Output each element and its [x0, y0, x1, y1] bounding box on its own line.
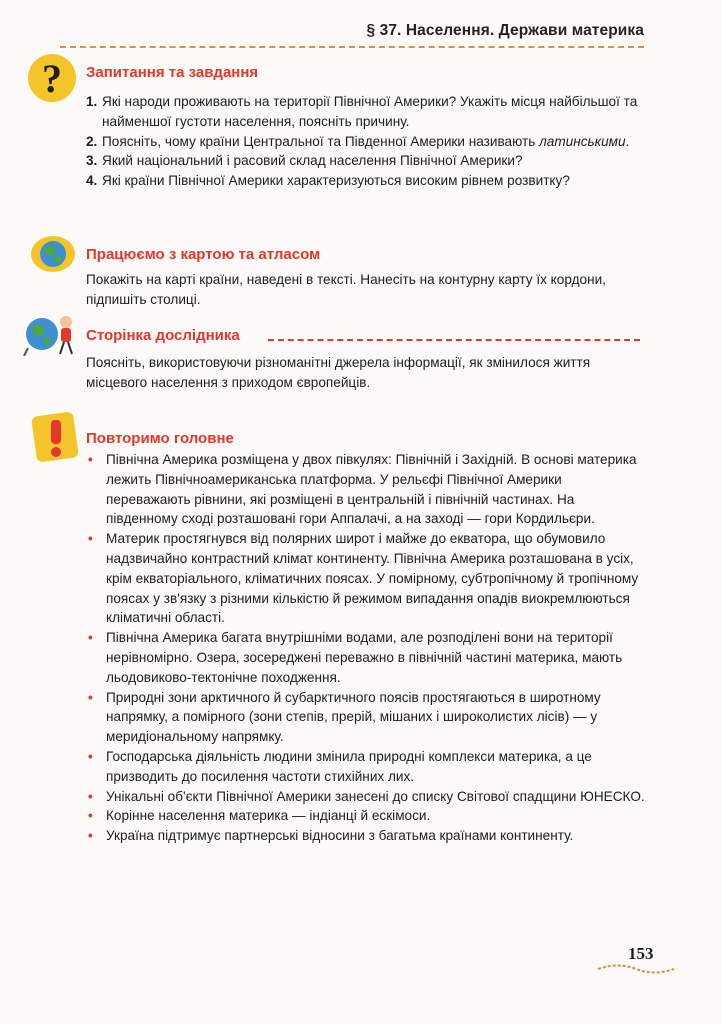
- summary-item: [86, 747, 646, 787]
- question-text-end: .: [625, 133, 630, 149]
- research-title: Сторінка дослідника: [86, 327, 240, 344]
- summary-item: [86, 688, 646, 747]
- bullet-mark: •: [88, 630, 93, 646]
- header-rule: [60, 46, 644, 48]
- summary-item-text: Унікальні об'єкти Північної Америки занесені до списку Світової спадщини ЮНЕСКО.: [106, 788, 645, 804]
- summary-item: [86, 787, 646, 807]
- question-number: 2.: [86, 133, 98, 149]
- question-text: Які країни Північної Америки характеризуються високим рівнем розвитку?: [102, 173, 570, 189]
- question-item: [86, 132, 646, 152]
- research-title-rule: [268, 339, 640, 341]
- question-item: [86, 171, 646, 191]
- bullet-mark: •: [88, 808, 93, 824]
- summary-item: [86, 450, 646, 529]
- summary-item-text: Корінне населення материка — індіанці й ескімоси.: [106, 808, 431, 824]
- summary-item: [86, 826, 646, 846]
- summary-list: [86, 450, 646, 846]
- bullet-mark: •: [88, 452, 93, 467]
- bullet-mark: •: [88, 689, 93, 705]
- svg-text:?: ?: [42, 56, 62, 101]
- question-text: Поясніть, чому країни Центральної та Південної Америки називають: [102, 133, 540, 149]
- page-number: 153: [628, 944, 654, 963]
- explorer-globe-icon: [20, 310, 80, 356]
- questions-list: [86, 92, 646, 191]
- question-number: 3.: [86, 153, 98, 169]
- map-section-text: Покажіть на карті країни, наведені в тексті. Нанесіть на контурну карту їх кордони, підпишіть столиці.: [86, 272, 606, 307]
- bullet-mark: •: [88, 828, 93, 844]
- page-header: § 37. Населення. Держави материка: [366, 22, 644, 39]
- summary-item: [86, 806, 646, 826]
- questions-title: Запитання та завдання: [86, 64, 259, 81]
- question-text: Який національний і расовий склад населення Північної Америки?: [102, 153, 523, 169]
- summary-title: Повторимо головне: [86, 430, 234, 447]
- summary-item-text: Господарська діяльність людини змінила природні комплекси материка, а це призводить до посилення частоти стихійних лих.: [106, 748, 592, 784]
- summary-item-text: Природні зони арктичного й субарктичного поясів простягаються в широтному напрямку, а помірного (зони степів, прерій, мішаних і широколистих лісів) — у меридіональному напрямку.: [106, 689, 601, 745]
- summary-item: [86, 628, 646, 687]
- bullet-mark: •: [88, 748, 93, 764]
- question-number: 1.: [86, 94, 98, 109]
- bullet-mark: •: [88, 531, 93, 547]
- question-item: [86, 92, 646, 132]
- page-number-ornament: [596, 962, 676, 976]
- exclamation-mark-icon: [30, 410, 80, 464]
- summary-item-text: Україна підтримує партнерські відносини з багатьма країнами континенту.: [106, 828, 574, 844]
- bullet-mark: •: [88, 788, 93, 804]
- question-italic-term: латинськими: [539, 133, 626, 149]
- question-mark-icon: [26, 52, 78, 104]
- summary-item-text: Материк простягнувся від полярних широт і майже до екватора, що обумовило надзвичайно контрастний клімат континенту. Північна Америка розташована в усіх, крім екваторіального, кліматичних поясах. У помірному, субтропічному й тропічному поясах у зв'язку з різними кількістю й режимом випадання опадів виокремлюються кліматичні області.: [106, 531, 639, 626]
- question-item: [86, 151, 646, 171]
- map-section-title: Працюємо з картою та атласом: [86, 246, 321, 263]
- question-number: 4.: [86, 173, 98, 189]
- summary-item-text: Північна Америка розміщена у двох півкулях: Північній і Західній. В основі материка лежить Північноамериканська платформа. У рельєфі Північної Америки переважають рівнини, які розміщені в центральній і північній частинах. На південному сході розташовані гори Аппалачі, а на заході — гори Кордильєри.: [106, 452, 637, 527]
- question-text: Які народи проживають на території Північної Америки? Укажіть місця найбільшої та найменшої густоти населення, поясніть причину.: [102, 94, 638, 129]
- research-text: Поясніть, використовуючи різноманітні джерела інформації, як змінилося життя місцевого населення з приходом європейців.: [86, 355, 591, 390]
- summary-item-text: Північна Америка багата внутрішніми водами, але розподілені вони на території нерівномірно. Озера, зосереджені переважно в північній частині материка, мають льодовиково-тектонічне походження.: [106, 630, 623, 685]
- summary-item: [86, 529, 646, 628]
- globe-icon: [30, 234, 76, 274]
